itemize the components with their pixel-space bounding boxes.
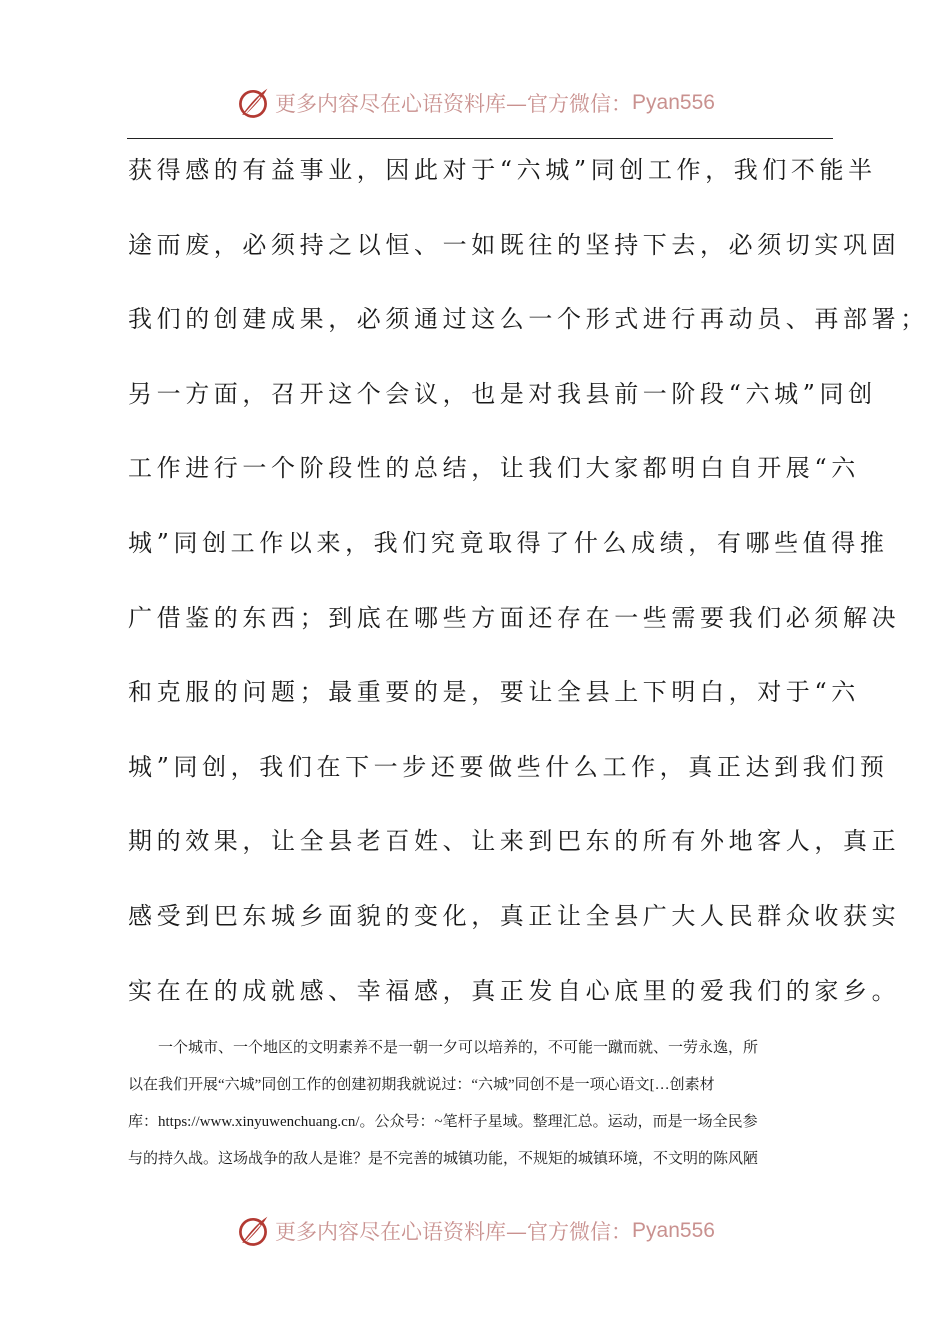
body-line: 实在在的成就感、幸福感，真正发自心底里的爱我们的家乡。 [128,976,901,1005]
header-wechat-id: Pyan556 [632,91,715,114]
page-header [0,82,950,124]
small-paragraph-line: 以在我们开展“六城”同创工作的创建初期我就说过：“六城”同创不是一项心语文[…创素材 [128,1077,715,1093]
small-paragraph [128,1030,834,1178]
body-line: 广借鉴的东西；到底在哪些方面还存在一些需要我们必须解决 [128,603,901,632]
body-line: 感受到巴东城乡面貌的变化，真正让全县广大人民群众收获实 [128,901,901,930]
body-line: 获得感的有益事业，因此对于“六城”同创工作，我们不能半 [128,156,877,184]
body-line: 和克服的问题；最重要的是，要让全县上下明白，对于“六 [128,678,860,707]
body-line: 城”同创工作以来，我们究竟取得了什么成绩，有哪些值得推 [128,528,889,557]
header-divider [127,138,833,139]
body-line: 城”同创，我们在下一步还要做些什么工作，真正达到我们预 [128,752,889,781]
footer-banner-text: 更多内容尽在心语资料库—官方微信： [275,1220,633,1244]
small-paragraph-line: 库：https://www.xinyuwenchuang.cn/。公众号：~笔杆子星域。整理汇总。运动，而是一场全民参 [128,1114,758,1130]
small-paragraph-line: 与的持久战。这场战争的敌人是谁？是不完善的城镇功能，不规矩的城镇环境，不文明的陈风陋 [128,1151,759,1167]
quill-pen-logo-icon [235,85,271,121]
page-footer [0,1210,950,1252]
body-line: 期的效果，让全县老百姓、让来到巴东的所有外地客人，真正 [128,827,901,856]
footer-wechat-id: Pyan556 [632,1219,715,1242]
body-line: 我们的创建成果，必须通过这么一个形式进行再动员、再部署； [128,305,929,334]
body-line: 另一方面，召开这个会议，也是对我县前一阶段“六城”同创 [128,379,877,408]
quill-pen-logo-icon [235,1213,271,1249]
small-paragraph-line: 一个城市、一个地区的文明素养不是一朝一夕可以培养的，不可能一蹴而就、一劳永逸，所 [158,1040,759,1056]
body-line: 工作进行一个阶段性的总结，让我们大家都明白自开展“六 [128,454,860,483]
header-banner-text: 更多内容尽在心语资料库—官方微信： [275,92,633,116]
body-line: 途而废，必须持之以恒、一如既往的坚持下去，必须切实巩固 [128,230,901,259]
main-body-text [128,150,929,1045]
